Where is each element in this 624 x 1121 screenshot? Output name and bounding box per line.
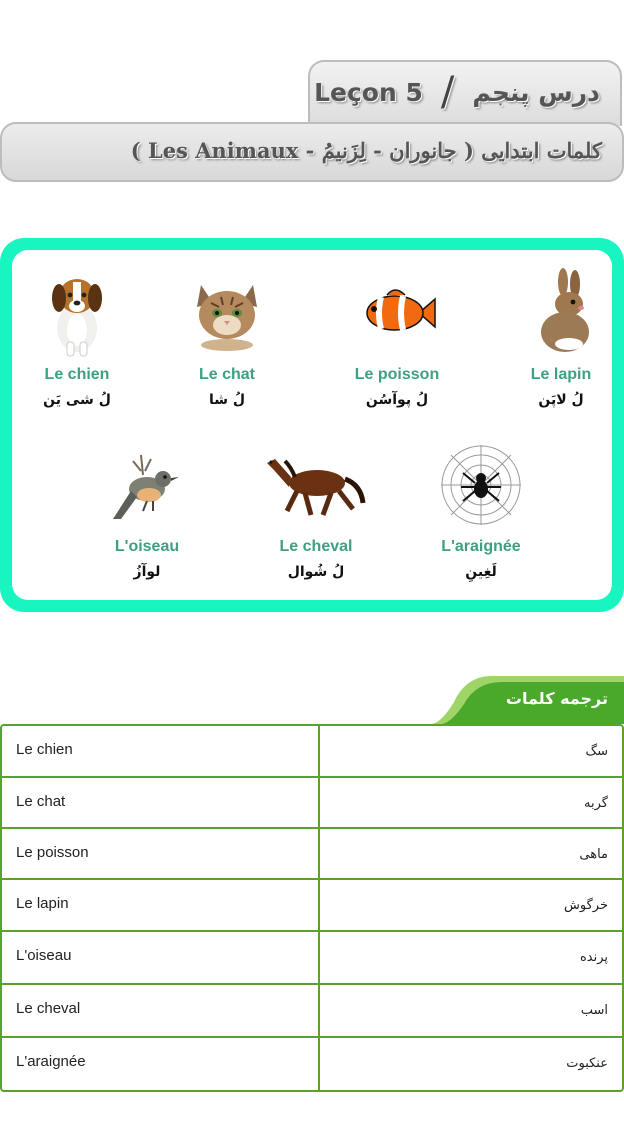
fish-icon [322,268,472,358]
animal-name: Le chien [44,366,110,383]
title-separator: / [440,69,455,115]
persian-word: اسب [580,1003,608,1018]
bird-icon [72,440,222,530]
animal-card-poisson [322,268,472,408]
table-row [2,878,622,930]
animal-card-chien [2,268,152,408]
table-row [2,827,622,878]
persian-word: عنکبوت [566,1056,608,1071]
animal-card-cheval [241,440,391,580]
animals-panel-inner [12,250,612,600]
animal-pronunciation: لُ شُوال [287,564,345,580]
lesson-title-tab [308,60,622,126]
animal-name: Le cheval [279,538,353,555]
animal-card-lapin [486,268,624,408]
french-word: Le cheval [2,985,320,1036]
animal-pronunciation: لَغِینِ [465,564,497,580]
lesson-title-fa: درس پنجم [472,77,600,107]
persian-word: پرنده [579,950,608,965]
animal-pronunciation: لوآزُ [133,564,161,580]
lesson-subtitle: کلمات ابتدایی ( جانوران - لِزَنیمُ - Les Animaux ) [130,138,602,163]
spider-icon [406,440,556,530]
table-row [2,776,622,827]
animal-pronunciation: لُ شا [208,392,246,408]
animals-panel [0,238,624,612]
persian-word: خرگوش [564,898,608,913]
lesson-subtitle-bar [0,122,624,182]
animal-name: L'oiseau [114,538,180,555]
animal-pronunciation: لُ شی یَن [43,392,111,408]
lesson-title-fr: Leçon 5 [314,77,423,107]
french-word: L'araignée [2,1038,320,1090]
dog-icon [2,268,152,358]
french-word: Le chien [2,726,320,776]
vocabulary-table [0,724,624,1092]
animal-name: Le lapin [530,366,592,383]
animal-name: Le chat [198,366,255,383]
persian-word: ماهی [579,847,608,862]
french-word: Le poisson [2,829,320,878]
lesson-title [314,69,600,115]
translation-title: ترجمه کلمات [505,689,608,708]
animal-card-chat [152,268,302,408]
table-row [2,983,622,1036]
horse-icon [241,440,391,530]
french-word: Le chat [2,778,320,827]
animal-pronunciation: لُ پوآسُن [365,392,429,408]
animal-card-araignee [406,440,556,580]
rabbit-icon [486,268,624,358]
table-row [2,726,622,776]
persian-word: سگ [585,744,608,759]
persian-word: گربه [584,796,608,811]
table-row [2,1036,622,1090]
animal-pronunciation: لُ لاپَن [538,392,584,408]
animal-name: Le poisson [354,366,440,383]
table-row [2,930,622,983]
animal-card-oiseau [72,440,222,580]
french-word: L'oiseau [2,932,320,983]
animal-name: L'araignée [441,538,521,555]
cat-icon [152,268,302,358]
translation-tab [432,672,624,724]
french-word: Le lapin [2,880,320,930]
